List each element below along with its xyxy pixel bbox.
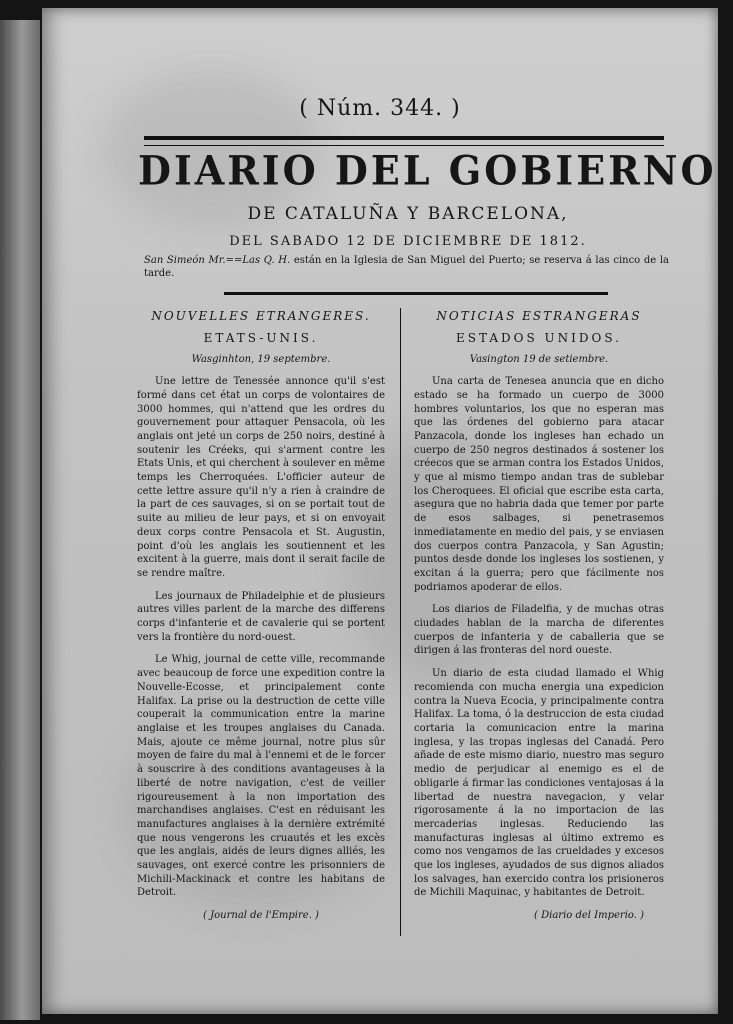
article-paragraph: Un diario de esta ciudad llamado el Whig recomienda con mucha energia una expedicion contra la Nueva Ecocia, y principalmente contra Halifax. La toma, ó la destruccion de esta ciudad cortaria la comunicacion entre la marina inglesa, y las tropas inglesas del Canadá. Pero añade de este mismo diario, nuestro mas seguro medio de perjudicar al enemigo es el de obligarle á firmar las condiciones ventajosas á la libertad de nuestra navegacion, y velar rigorosamente á la no importacion de las mercaderias inglesas. Reduciendo las manufacturas inglesas al último extremo es como nos vengamos de las crueldades y excesos que los ingleses, ayudados de sus dignos aliados los salvages, han exercido contra los prisioneros de Michili Maquinac, y habitantes de Detroit. <box>414 668 664 899</box>
french-column-subheading: ETATS-UNIS. <box>203 330 319 345</box>
article-paragraph: Una carta de Tenesea anuncia que en dicho estado se ha formado un cuerpo de 3000 hombres voluntarios, los que no esperan mas que las órdenes del gobierno para atacar Panzacola, donde los ingleses han echado un cuerpo de 250 negros destinados á sostener los créecos que se arman contra los Estados Unidos, y que al mismo tiempo andan tras de sublebar los Cheroquees. El oficial que escribe esta carta, asegura que no habria dada que temer por parte de esos salbages, si penetrasemos inmediatamente en medio del pais, y se enviasen dos cuerpos contra Panzacola, y San Agustin; puntos desde donde los ingleses los sostienen, y excitan á la guerra; pero que fácilmente nos podriamos apoderar de ellos. <box>414 376 664 593</box>
masthead-rule <box>144 136 664 146</box>
section-rule <box>224 292 608 295</box>
french-column-heading: NOUVELLES ETRANGERES. <box>151 309 371 323</box>
spanish-source: ( Diario del Imperio. ) <box>534 910 644 922</box>
article-paragraph: Une lettre de Tenessée annonce qu'il s'est formé dans cet état un corps de volontaires de 3000 hommes, qui n'attend que les ordres du gouvernement pour attaquer Pensacola, où les anglais ont jeté un corps de 250 noirs, destiné à soutenir les Créeks, qui s'arment contre les Etats Unis, et qui cherchent à soulever en même temps les Cherroquées. L'officier auteur de cette lettre assure qu'il n'y a rien à craindre de la part de ces sauvages, si on se portait tout de suite au milieu de leur pays, et si on envoyait deux corps contre Pensacola et St. Augustin, point d'où les anglais les soutiennent et les excitent à la guerre, mais dont il serait facile de se rendre maître. <box>137 376 385 579</box>
masthead-subtitle: DE CATALUÑA Y BARCELONA, <box>247 204 569 224</box>
spanish-column-subheading: ESTADOS UNIDOS. <box>456 330 622 345</box>
article-paragraph: Le Whig, journal de cette ville, recommande avec beaucoup de force une expedition contre la Nouvelle-Ecosse, et principalement conte Halifax. La prise ou la destruction de cette ville couperait la communication entre la marine anglaise et les troupes anglaises du Canada. Mais, ajoute ce même journal, notre plus sûr moyen de faire du mal à l'ennemi et de le forcer à souscrire à des conditions avantageuses à la liberté de notre navigation, c'est de veiller rigoureusement à la non importation des marchandises anglaises. C'est en réduisant les manufactures anglaises à la dernière extrémité que nous vengerons les cruautés et les excès que les anglais, aidés de leurs dignes alliés, les sauvages, ont exercé contre les prisonniers de Michili-Mackinack et contre les habitans de Detroit. <box>137 654 385 899</box>
issue-number: ( Núm. 344. ) <box>299 96 461 121</box>
facing-page-edge <box>0 20 40 1020</box>
saint-names: San Simeón Mr.==Las Q. H. <box>144 255 291 266</box>
saint-notice <box>144 254 669 280</box>
column-divider <box>400 308 401 936</box>
spanish-column <box>414 308 664 923</box>
french-source: ( Journal de l'Empire. ) <box>203 910 319 922</box>
french-column <box>137 308 385 923</box>
spanish-dateline: Vasington 19 de setiembre. <box>469 354 609 366</box>
masthead-title: DIARIO DEL GOBIERNO <box>138 146 717 195</box>
spanish-column-heading: NOTICIAS ESTRANGERAS <box>436 309 642 323</box>
french-dateline: Wasginhton, 19 septembre. <box>191 354 331 366</box>
saint-notice-text: están en la Iglesia de San Miguel del Puerto; se reserva á las cinco de la tarde. <box>144 255 670 279</box>
article-paragraph: Los diarios de Filadelfia, y de muchas otras ciudades hablan de la marcha de diferentes cuerpos de infanteria y de caballeria que se dirigen á las fronteras del nord oueste. <box>414 604 664 657</box>
issue-date: DEL SABADO 12 DE DICIEMBRE DE 1812. <box>229 234 587 249</box>
article-paragraph: Les journaux de Philadelphie et de plusieurs autres villes parlent de la marche des differens corps d'infanterie et de cavalerie qui se portent vers la frontière du nord-ouest. <box>137 590 385 643</box>
newspaper-page <box>42 8 718 1014</box>
